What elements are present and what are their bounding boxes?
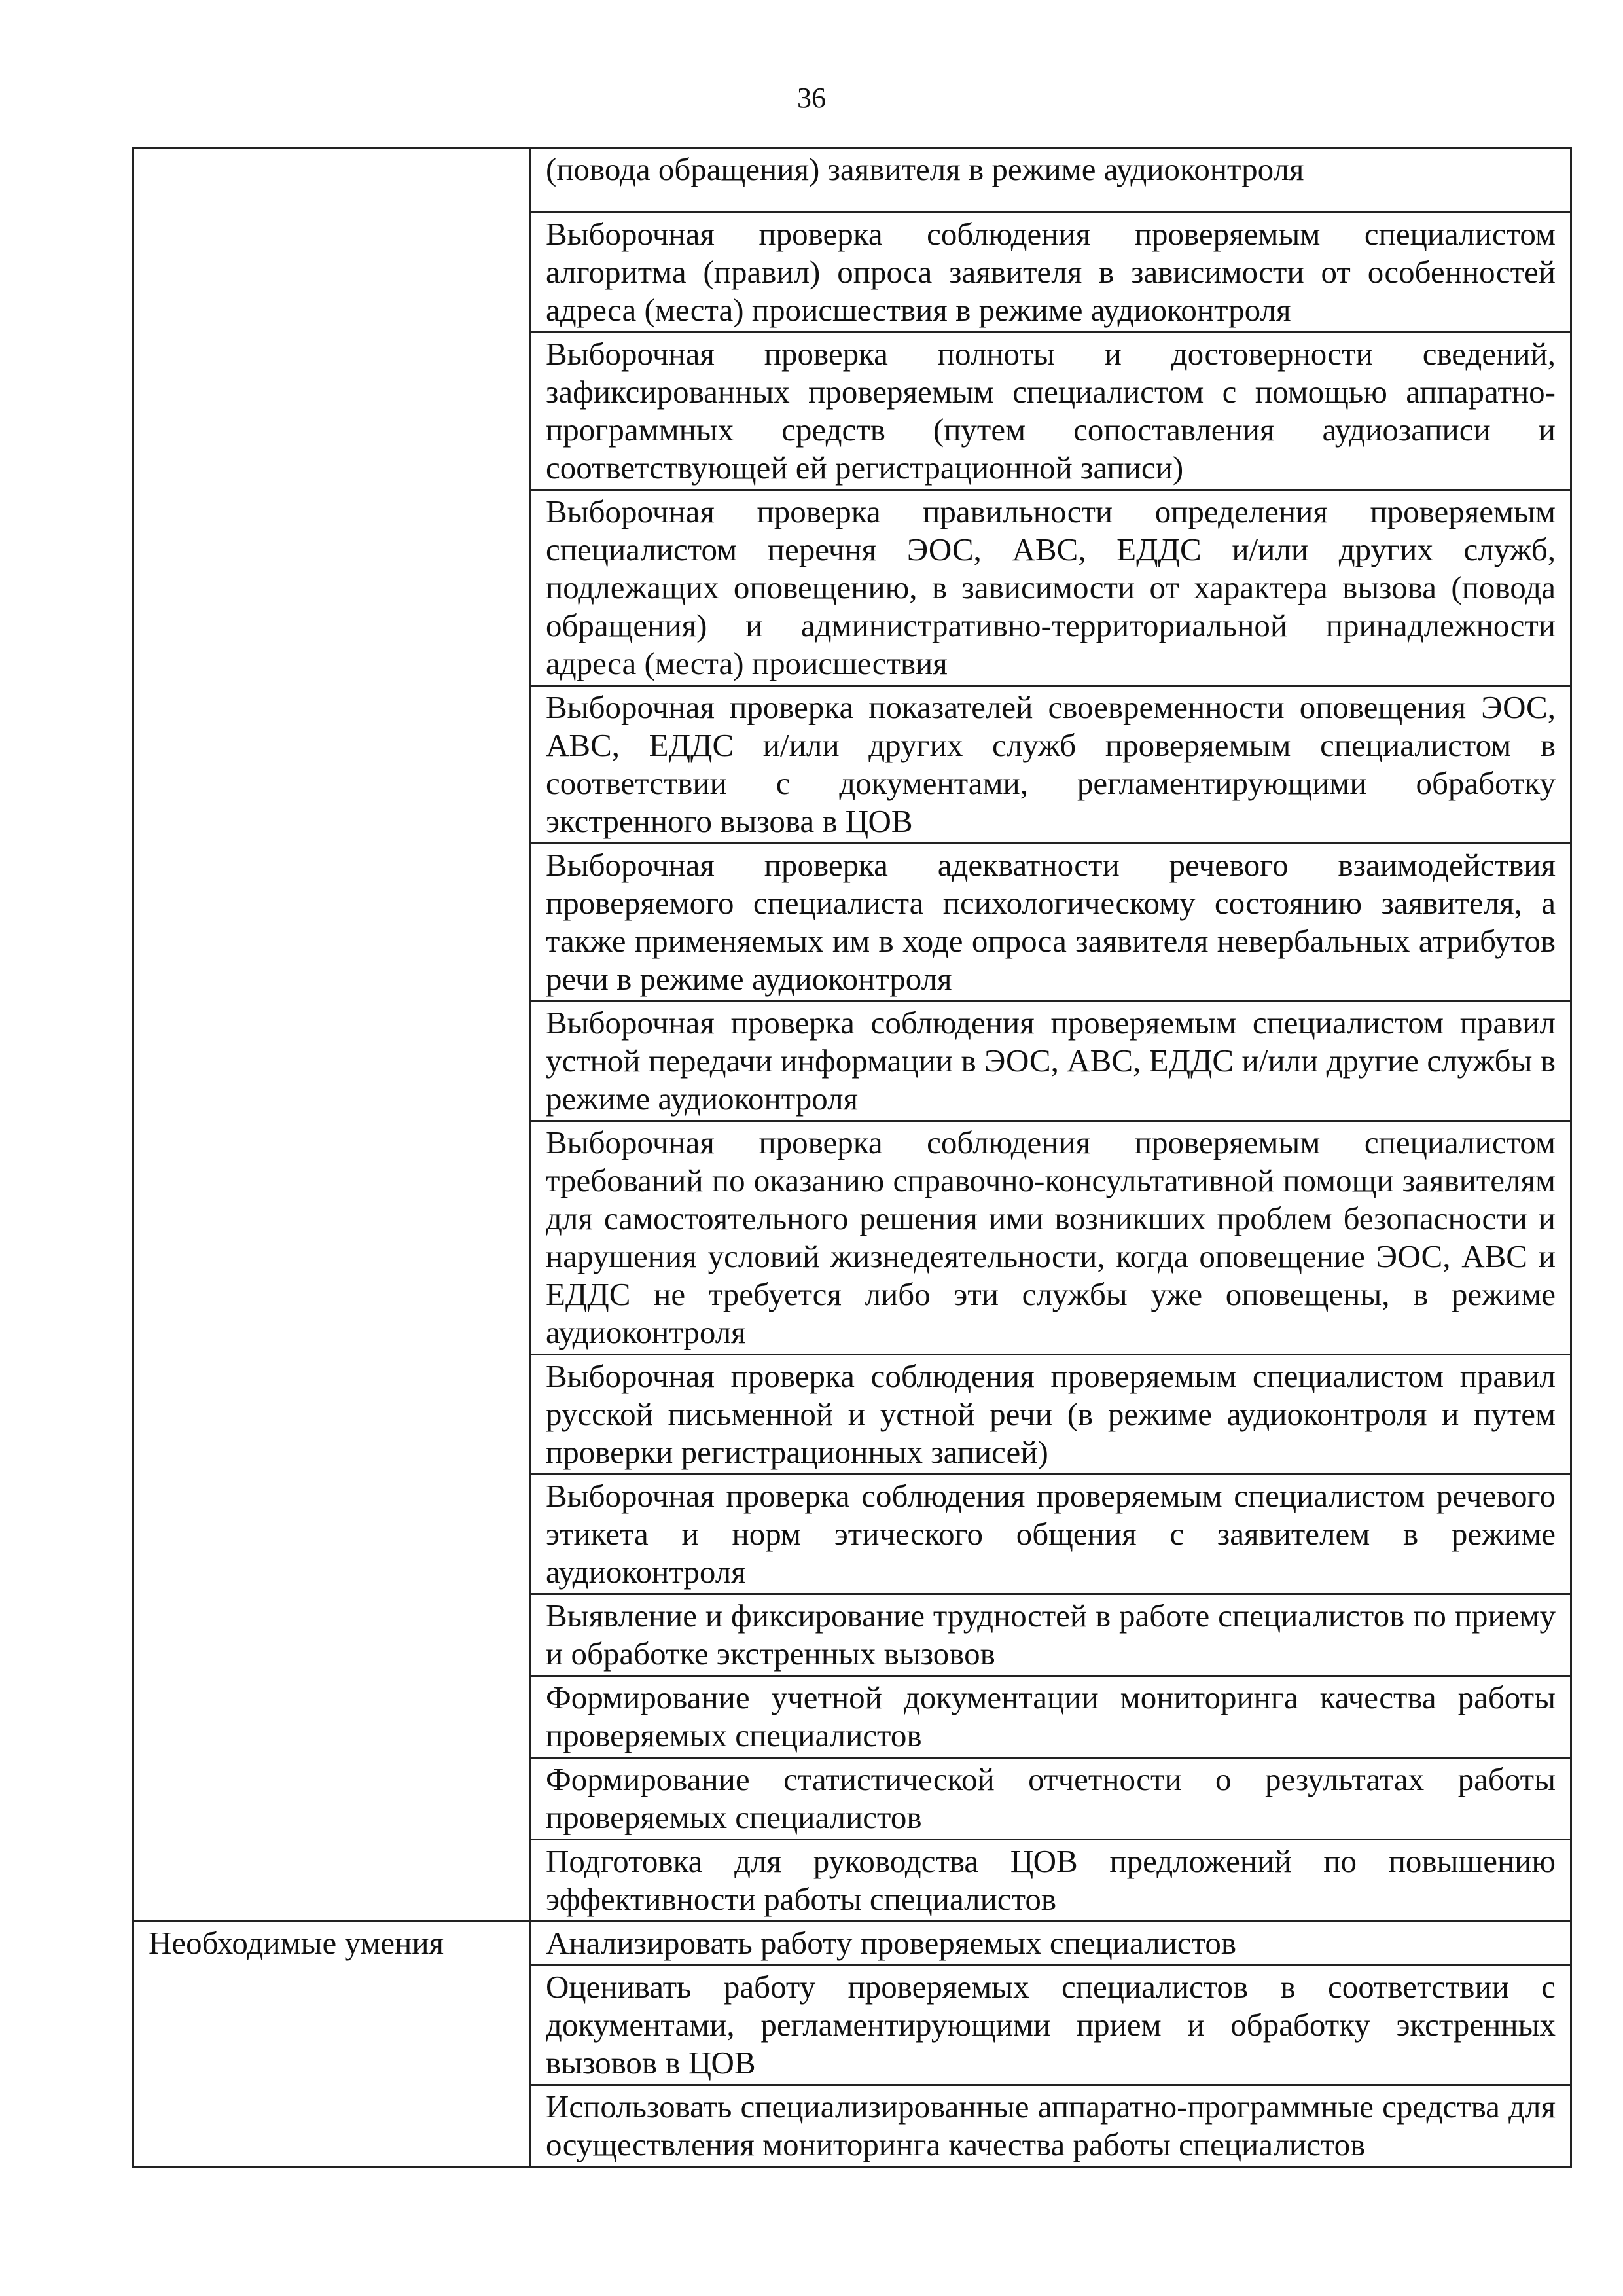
competency-table (132, 147, 1572, 2168)
table-cell: Формирование статистической отчетности о результатах работы проверяемых специалистов (531, 1758, 1571, 1840)
table-cell: Формирование учетной документации мониторинга качества работы проверяемых специалистов (531, 1676, 1571, 1758)
row-group-label (134, 148, 531, 1922)
table-cell: Выборочная проверка соблюдения проверяемым специалистом правил устной передачи информации в ЭОС, АВС, ЕДДС и/или другие службы в режиме аудиоконтроля (531, 1001, 1571, 1121)
table-cell: (повода обращения) заявителя в режиме аудиоконтроля (531, 148, 1571, 213)
table-cell: Выборочная проверка адекватности речевого взаимодействия проверяемого специалиста психологическому состоянию заявителя, а также применяемых им в ходе опроса заявителя невербальных атрибутов речи в режиме аудиоконтроля (531, 844, 1571, 1001)
table-body (134, 148, 1571, 2167)
table-cell: Выборочная проверка полноты и достоверности сведений, зафиксированных проверяемым специалистом с помощью аппаратно-программных средств (путем сопоставления аудиозаписи и соответствующей ей регистрационной записи) (531, 332, 1571, 490)
table-cell: Выборочная проверка соблюдения проверяемым специалистом требований по оказанию справочно-консультативной помощи заявителям для самостоятельного решения ими возникших проблем безопасности и нарушения условий жизнедеятельности, когда оповещение ЭОС, АВС и ЕДДС не требуется либо эти службы уже оповещены, в режиме аудиоконтроля (531, 1121, 1571, 1355)
row-group-label: Необходимые умения (134, 1922, 531, 2167)
table-cell: Выборочная проверка правильности определения проверяемым специалистом перечня ЭОС, АВС, ЕДДС и/или других служб, подлежащих оповещению, в зависимости от характера вызова (повода обращения) и административно-территориальной принадлежности адреса (места) происшествия (531, 490, 1571, 686)
table-row (134, 1922, 1571, 1965)
table-cell: Выявление и фиксирование трудностей в работе специалистов по приему и обработке экстренных вызовов (531, 1594, 1571, 1676)
page-number: 36 (797, 82, 826, 114)
table-cell: Оценивать работу проверяемых специалистов в соответствии с документами, регламентирующими прием и обработку экстренных вызовов в ЦОВ (531, 1965, 1571, 2085)
table-cell: Выборочная проверка показателей своевременности оповещения ЭОС, АВС, ЕДДС и/или других служб проверяемым специалистом в соответствии с документами, регламентирующими обработку экстренного вызова в ЦОВ (531, 686, 1571, 844)
table-cell: Анализировать работу проверяемых специалистов (531, 1922, 1571, 1965)
table-cell: Выборочная проверка соблюдения проверяемым специалистом алгоритма (правил) опроса заявителя в зависимости от особенностей адреса (места) происшествия в режиме аудиоконтроля (531, 213, 1571, 332)
table-row (134, 148, 1571, 213)
table-cell: Выборочная проверка соблюдения проверяемым специалистом правил русской письменной и устной речи (в режиме аудиоконтроля и путем проверки регистрационных записей) (531, 1355, 1571, 1475)
table-cell: Использовать специализированные аппаратно-программные средства для осуществления мониторинга качества работы специалистов (531, 2085, 1571, 2167)
table-cell: Выборочная проверка соблюдения проверяемым специалистом речевого этикета и норм этического общения с заявителем в режиме аудиоконтроля (531, 1475, 1571, 1594)
table-cell: Подготовка для руководства ЦОВ предложений по повышению эффективности работы специалистов (531, 1840, 1571, 1922)
